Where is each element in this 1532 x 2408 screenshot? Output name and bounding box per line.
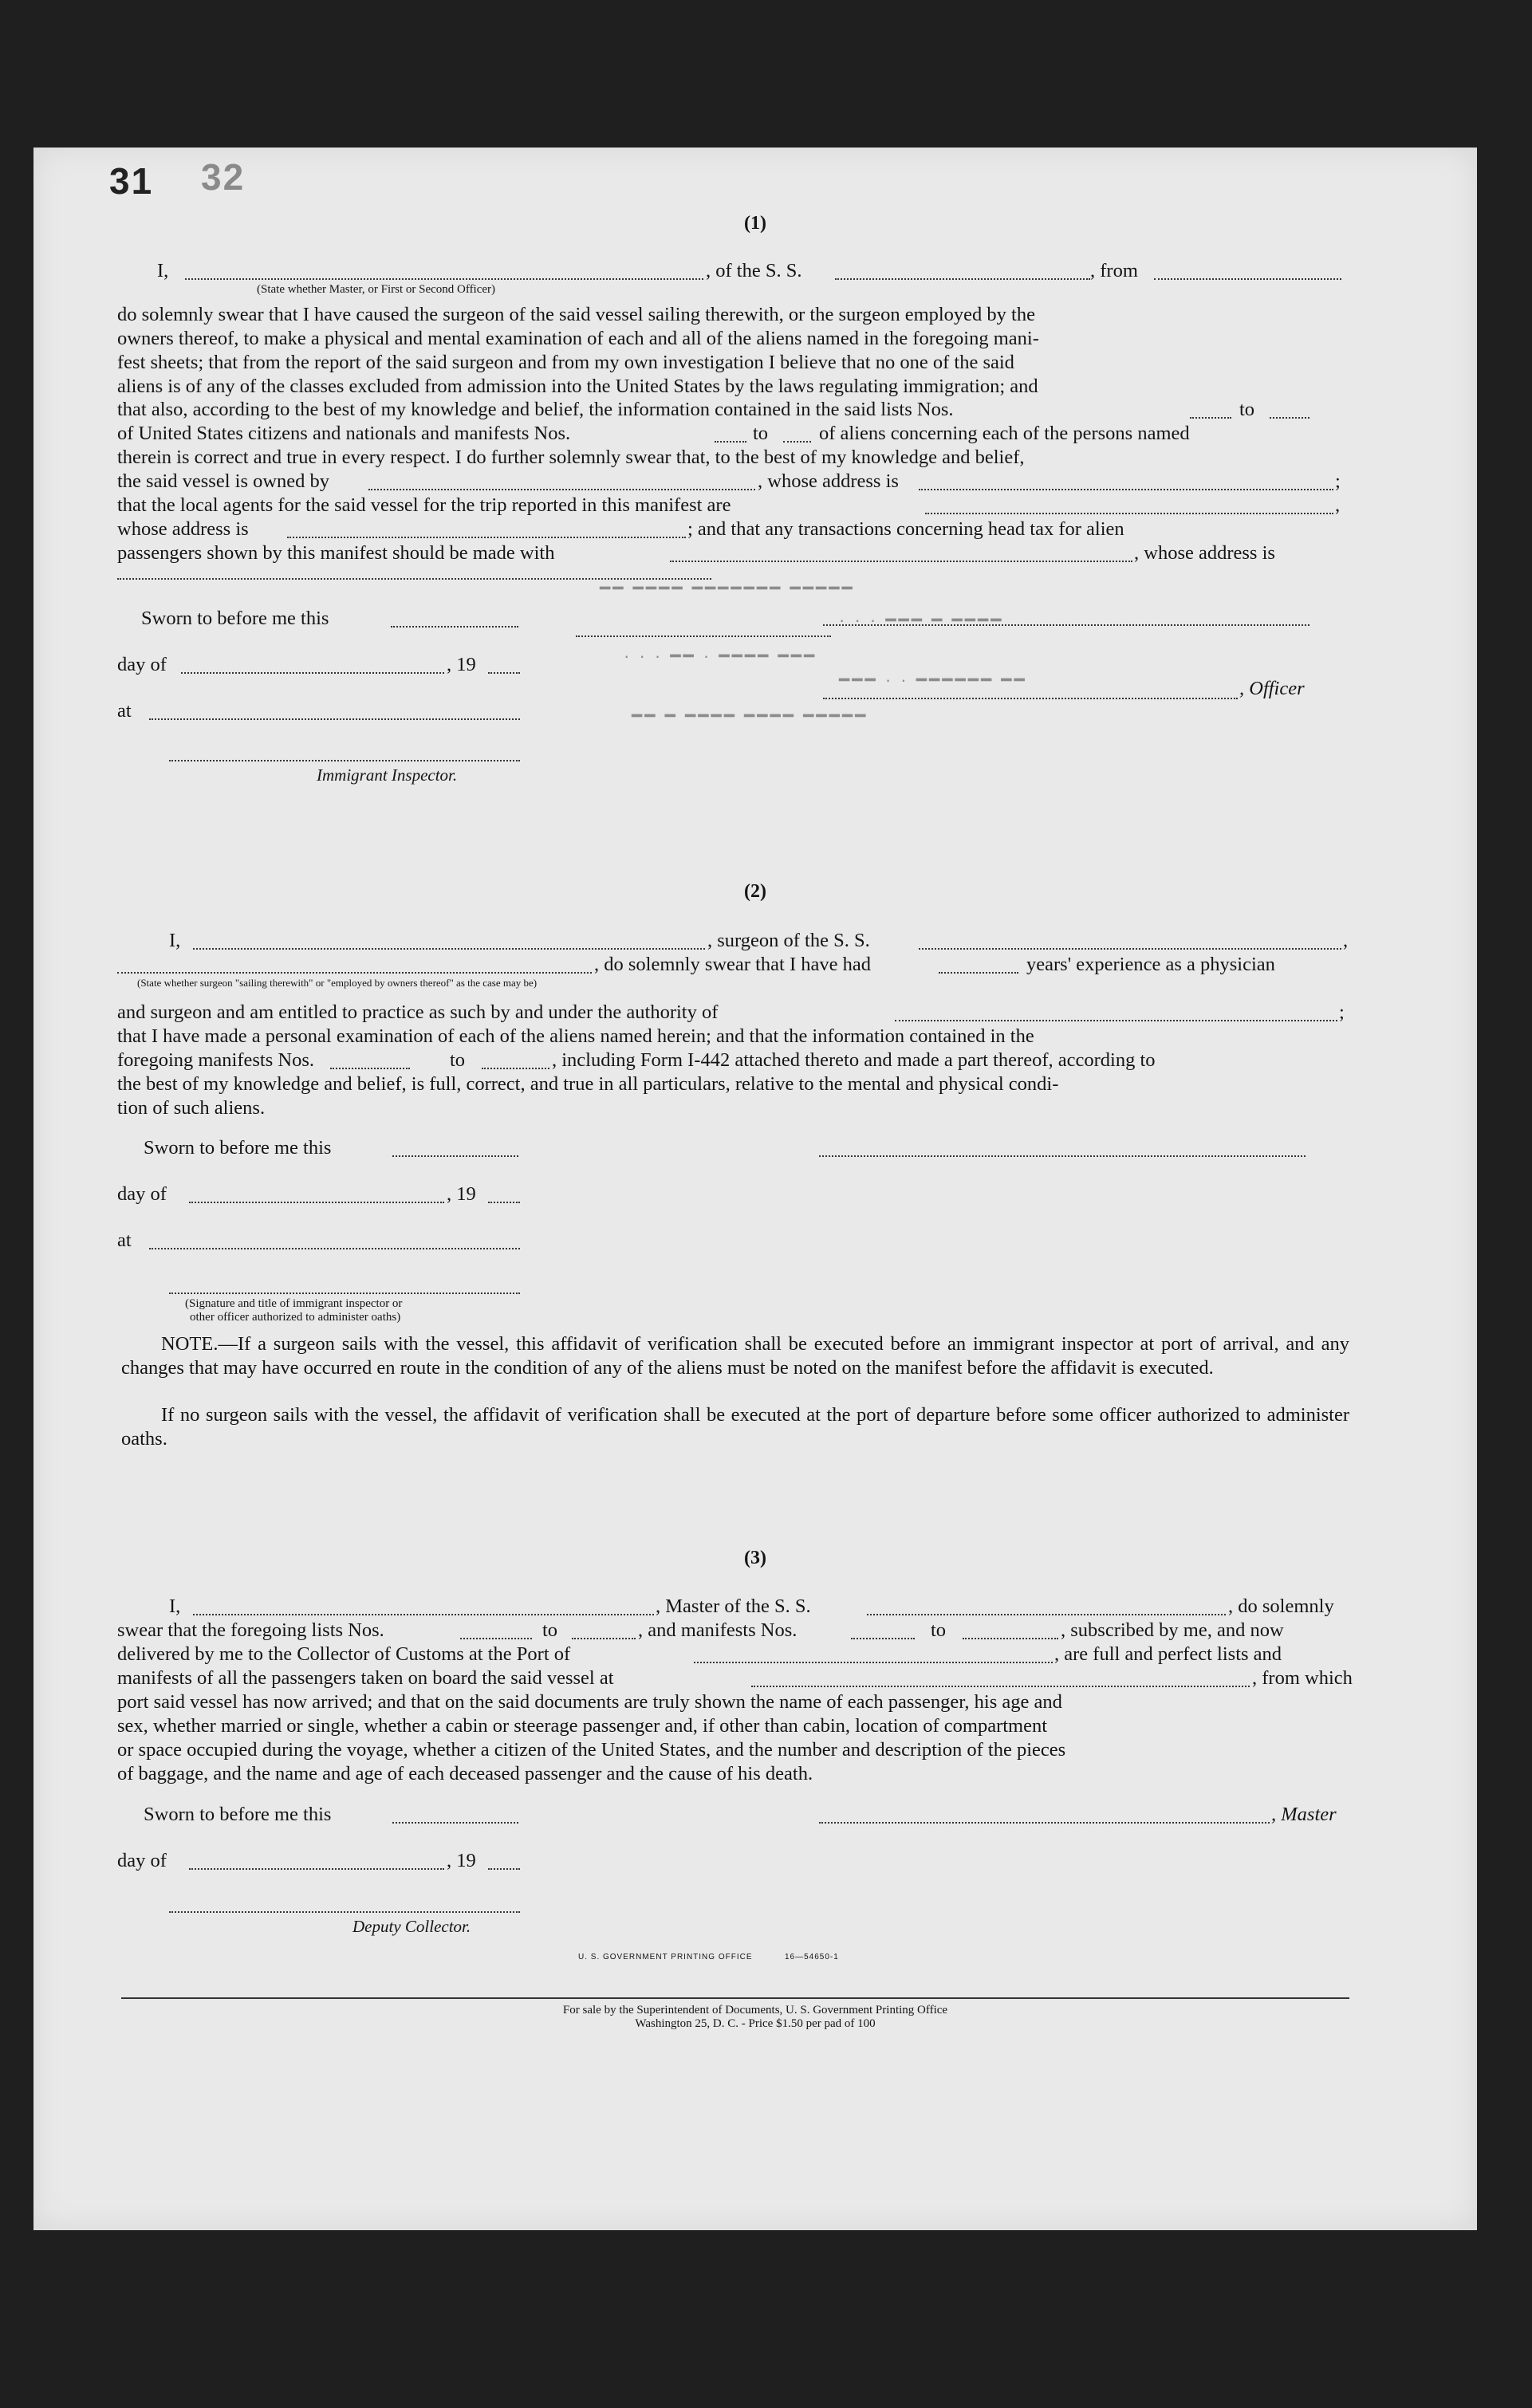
- bleed-through-text: ━━━ · · ━━━━━━ ━━: [839, 670, 1027, 690]
- s1-body-line: aliens is of any of the classes excluded from admission into the United States by the laws regulating immigration; and: [117, 376, 1038, 397]
- s3-manifests-to-blank[interactable]: [963, 1638, 1058, 1639]
- s1-sworn-blank[interactable]: [391, 626, 518, 628]
- s3-and-manifests: , and manifests Nos.: [638, 1619, 798, 1641]
- s2-to: to: [450, 1049, 466, 1071]
- s3-full-perfect: , are full and perfect lists and: [1054, 1643, 1282, 1665]
- s3-master-signature-blank[interactable]: [819, 1822, 1270, 1824]
- s2-body-line: that I have made a personal examination of each of the aliens named herein; and that the information contained in the: [117, 1025, 1034, 1047]
- s2-semicolon: ;: [1339, 1001, 1345, 1023]
- s1-lists-from-blank[interactable]: [1190, 417, 1231, 419]
- s1-inspector-signature-blank[interactable]: [169, 760, 520, 761]
- section-2-heading: (2): [744, 881, 766, 902]
- s2-note-paragraph: NOTE.—If a surgeon sails with the vessel, this affidavit of verification shall be executed before an immigrant inspector at port of arrival, and any changes that may have occurred en route in the condition of any of the aliens must be noted on the manifest before the affidavit is executed.: [121, 1333, 1349, 1379]
- s1-master-note: (State whether Master, or First or Second Officer): [257, 283, 496, 296]
- s1-year: , 19: [447, 654, 476, 675]
- s3-subscribed: , subscribed by me, and now: [1061, 1619, 1284, 1641]
- s3-lists-from-blank[interactable]: [460, 1638, 532, 1639]
- s1-body-line: therein is correct and true in every respect. I do further solemnly swear that, to the best of my knowledge and belief,: [117, 447, 1025, 468]
- form-number: 16—54650-1: [785, 1953, 839, 1961]
- s1-year-blank[interactable]: [488, 672, 520, 674]
- s3-body-line: or space occupied during the voyage, whether a citizen of the United States, and the number and description of the pieces: [117, 1739, 1066, 1761]
- s2-including: , including Form I-442 attached thereto and made a part thereof, according to: [552, 1049, 1156, 1071]
- section-3-heading: (3): [744, 1548, 766, 1568]
- s1-month-blank[interactable]: [181, 672, 444, 674]
- s3-swear-lists: swear that the foregoing lists Nos.: [117, 1619, 384, 1641]
- s1-body-line: passengers shown by this manifest should be made with: [117, 542, 555, 564]
- s1-manifests-to-blank[interactable]: [783, 441, 811, 443]
- s3-year-blank[interactable]: [488, 1868, 520, 1870]
- s2-month-blank[interactable]: [189, 1202, 444, 1203]
- s2-year: , 19: [447, 1183, 476, 1205]
- s2-surgeon-note: (State whether surgeon "sailing therewith" or "employed by owners thereof" as the case may be): [137, 977, 538, 989]
- section-1-heading: (1): [744, 213, 766, 234]
- gpo-imprint: U. S. GOVERNMENT PRINTING OFFICE: [578, 1953, 753, 1961]
- s1-lists-to-blank[interactable]: [1270, 417, 1309, 419]
- s1-body-line: fest sheets; that from the report of the said surgeon and from my own investigation I believe that no one of the said: [117, 352, 1014, 373]
- s1-day-of: day of: [117, 654, 167, 675]
- footer-rule: [121, 1997, 1349, 1999]
- s2-swear: , do solemnly swear that I have had: [594, 954, 871, 975]
- s3-manifests-from-blank[interactable]: [851, 1638, 915, 1639]
- s3-body-line: port said vessel has now arrived; and that on the said documents are truly shown the name of each passenger, his age and: [117, 1691, 1062, 1713]
- s1-master-blank[interactable]: [185, 278, 703, 280]
- bleed-through-text: · · · ━━━ ━ ━━━━: [839, 610, 1004, 630]
- s1-officer-signature-line1: [576, 635, 831, 637]
- s1-transactions-blank[interactable]: [670, 561, 1132, 562]
- s1-inspector-title: Immigrant Inspector.: [317, 765, 458, 785]
- s3-i: I,: [169, 1595, 181, 1617]
- s2-surgeon-signature-blank[interactable]: [819, 1155, 1306, 1157]
- s3-collector-signature-blank[interactable]: [169, 1911, 520, 1913]
- s2-manifests-to-blank[interactable]: [482, 1068, 549, 1069]
- s3-sworn: Sworn to before me this: [144, 1804, 332, 1825]
- bleed-through-text: ━━ ━ ━━━━ ━━━━ ━━━━━: [632, 706, 868, 726]
- s3-sworn-blank[interactable]: [392, 1822, 518, 1824]
- s2-day-of: day of: [117, 1183, 167, 1205]
- s1-to: to: [1239, 399, 1255, 420]
- s1-at: at: [117, 700, 132, 722]
- s2-sig-note: (Signature and title of immigrant inspector or: [185, 1297, 403, 1310]
- s2-vessel-blank[interactable]: [919, 948, 1341, 950]
- s1-sworn: Sworn to before me this: [141, 608, 329, 629]
- s1-comma: ,: [1335, 494, 1341, 516]
- s3-lists-to-blank[interactable]: [572, 1638, 636, 1639]
- s1-head-tax: ; and that any transactions concerning head tax for alien: [687, 518, 1124, 540]
- s2-body-line: the best of my knowledge and belief, is full, correct, and true in all particulars, relative to the mental and physical condi-: [117, 1073, 1059, 1095]
- s3-to: to: [542, 1619, 558, 1641]
- s2-inspector-signature-blank[interactable]: [169, 1293, 520, 1294]
- s3-vessel-blank[interactable]: [867, 1614, 1226, 1615]
- s1-body-line: that the local agents for the said vessel for the trip reported in this manifest are: [117, 494, 731, 516]
- s3-year: , 19: [447, 1850, 476, 1871]
- s1-officer-title: , Officer: [1239, 678, 1305, 699]
- s2-i: I,: [169, 930, 181, 951]
- page-number-faint: 32: [201, 156, 246, 198]
- s1-body-line: do solemnly swear that I have caused the surgeon of the said vessel sailing therewith, or the surgeon employed by the: [117, 304, 1035, 325]
- bleed-through-text: ━━ ━━━━ ━━━━━━━ ━━━━━: [600, 578, 855, 598]
- s3-body-line: sex, whether married or single, whether a cabin or steerage passenger and, if other than cabin, location of compartment: [117, 1715, 1048, 1737]
- s2-body-line: and surgeon and am entitled to practice as such by and under the authority of: [117, 1001, 719, 1023]
- s1-from: , from: [1090, 260, 1138, 281]
- s3-master-name-blank[interactable]: [193, 1614, 654, 1615]
- s2-year-blank[interactable]: [488, 1202, 520, 1203]
- bleed-through-text: · · · ━━ · ━━━━ ━━━: [624, 646, 817, 666]
- s1-from-blank[interactable]: [1154, 278, 1341, 280]
- s2-body-line: foregoing manifests Nos.: [117, 1049, 314, 1071]
- s1-vessel-blank[interactable]: [835, 278, 1090, 280]
- s3-month-blank[interactable]: [189, 1868, 444, 1870]
- s1-agents-blank[interactable]: [925, 513, 1333, 514]
- s3-delivered: delivered by me to the Collector of Customs at the Port of: [117, 1643, 571, 1665]
- s1-owner-address-blank[interactable]: [919, 489, 1333, 490]
- s1-body-line: of United States citizens and nationals and manifests Nos.: [117, 423, 571, 444]
- s1-aliens-text: of aliens concerning each of the persons named: [819, 423, 1190, 444]
- s3-deputy-title: Deputy Collector.: [352, 1917, 471, 1936]
- s3-master-title: , Master: [1271, 1804, 1337, 1825]
- s1-i: I,: [157, 260, 169, 281]
- s2-at: at: [117, 1230, 132, 1251]
- s2-sworn: Sworn to before me this: [144, 1137, 332, 1159]
- s1-body-line: that also, according to the best of my knowledge and belief, the information contained in the said lists Nos.: [117, 399, 954, 420]
- s1-at-blank[interactable]: [149, 718, 520, 720]
- s2-note-paragraph: If no surgeon sails with the vessel, the affidavit of verification shall be executed at the port of departure before some officer authorized to administer oaths.: [121, 1404, 1349, 1450]
- s3-master-of: , Master of the S. S.: [656, 1595, 811, 1617]
- s1-semicolon: ;: [1335, 470, 1341, 492]
- s1-agents-address-blank[interactable]: [287, 537, 686, 538]
- s3-do-solemnly: , do solemnly: [1228, 1595, 1334, 1617]
- s3-body-line: of baggage, and the name and age of each deceased passenger and the cause of his death.: [117, 1763, 813, 1784]
- sale-notice: Washington 25, D. C. - Price $1.50 per pad of 100: [635, 2017, 876, 2030]
- s3-day-of: day of: [117, 1850, 167, 1871]
- s3-from-which: , from which: [1252, 1667, 1353, 1689]
- s1-whose-address: , whose address is: [1134, 542, 1275, 564]
- page-number: 31: [109, 160, 154, 202]
- s2-sig-note: other officer authorized to administer oaths): [190, 1311, 401, 1324]
- s3-port-blank[interactable]: [694, 1662, 1053, 1663]
- s3-boarding-port-blank[interactable]: [751, 1686, 1250, 1687]
- s2-surgeon-name-blank[interactable]: [193, 948, 705, 950]
- s1-manifests-from-blank[interactable]: [715, 441, 746, 443]
- s2-years-blank[interactable]: [939, 972, 1018, 974]
- s1-of-ss: , of the S. S.: [706, 260, 802, 281]
- s3-to: to: [931, 1619, 947, 1641]
- manifest-page: [33, 148, 1477, 2230]
- s1-body-line: whose address is: [117, 518, 249, 540]
- s2-comma: ,: [1343, 930, 1349, 951]
- s2-surgeon-of: , surgeon of the S. S.: [707, 930, 870, 951]
- sale-notice: For sale by the Superintendent of Documents, U. S. Government Printing Office: [562, 2004, 948, 2017]
- s3-manifests-all: manifests of all the passengers taken on board the said vessel at: [117, 1667, 614, 1689]
- s2-authority-blank[interactable]: [895, 1020, 1337, 1021]
- s2-at-blank[interactable]: [149, 1248, 520, 1249]
- s1-to: to: [753, 423, 769, 444]
- s2-sworn-blank[interactable]: [392, 1155, 518, 1157]
- s2-years: years' experience as a physician: [1026, 954, 1275, 975]
- s1-whose-address: , whose address is: [758, 470, 899, 492]
- s1-body-line: the said vessel is owned by: [117, 470, 330, 492]
- s2-body-line: tion of such aliens.: [117, 1097, 266, 1119]
- s1-owner-blank[interactable]: [368, 489, 755, 490]
- s2-manifests-from-blank[interactable]: [330, 1068, 410, 1069]
- s2-sailing-blank[interactable]: [117, 972, 592, 974]
- s1-body-line: owners thereof, to make a physical and mental examination of each and all of the aliens named in the foregoing mani-: [117, 328, 1039, 349]
- s1-officer-signature-blank[interactable]: [823, 698, 1238, 699]
